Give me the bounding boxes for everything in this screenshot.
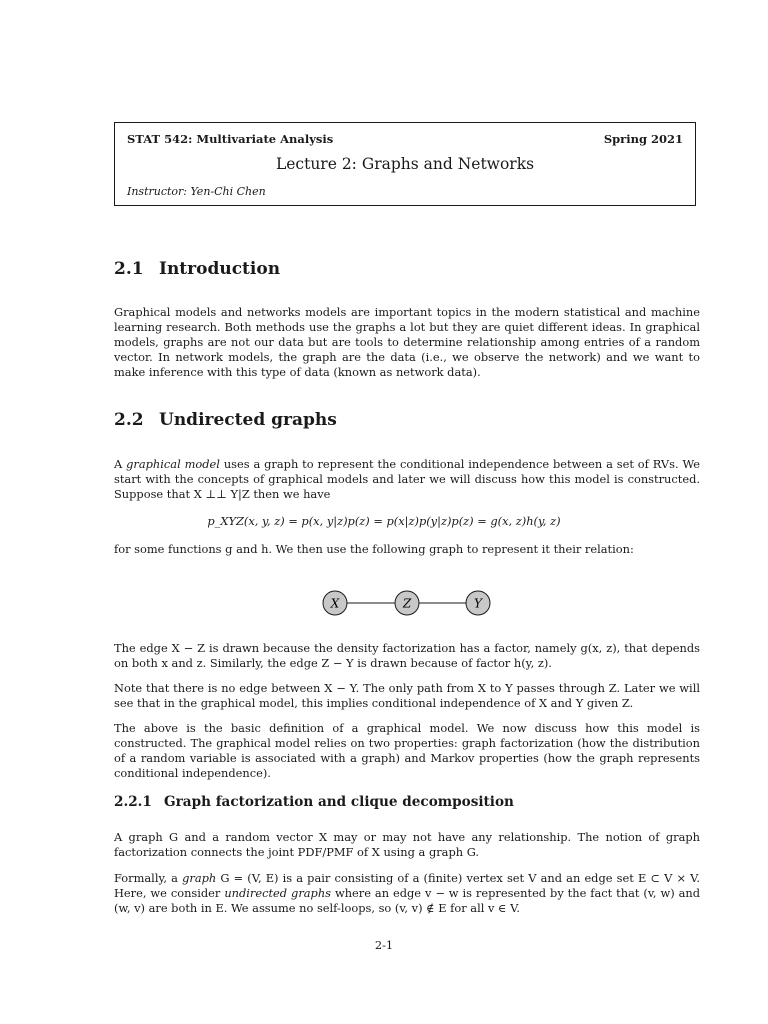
emphasis-term: graphical model	[126, 457, 220, 471]
text-run: uses a graph to represent the conditional independence between a set of RVs. We start with the concepts of graphical models and later we will discuss how this model is constructed. Suppose that X ⊥⊥ Y|Z then we have	[114, 457, 700, 501]
text-run: A	[114, 457, 127, 471]
term: Spring 2021	[603, 132, 683, 146]
section-title: Undirected graphs	[159, 410, 337, 430]
lecture-title: Lecture 2: Graphs and Networks	[275, 155, 535, 173]
intro-paragraph: Graphical models and networks models are important topics in the modern statistical and machine learning research. Both methods use the graphs a lot but they are quiet different ideas. In graphical models, graphs are not our data but are tools to determine relationship among entries of a random vector. In network models, the graph are the data (i.e., we observe the network) and we want to make inference with this type of data (known as network data).	[114, 305, 700, 379]
subsection-heading-graph-factorization	[114, 795, 514, 810]
subsection-number: 2.2.1	[114, 794, 152, 810]
section-number: 2.1	[114, 259, 144, 279]
text-run: G = (V, E) is a pair consisting of a (finite) vertex set V and an edge set E ⊂ V × V. Here, we consider	[114, 871, 700, 900]
relation-paragraph: for some functions g and h. We then use the following graph to represent it their relation:	[114, 542, 634, 556]
page-number: 2-1	[374, 938, 394, 952]
node-x-label: X	[330, 596, 340, 611]
section-heading-undirected-graphs	[114, 410, 337, 430]
emphasis-term: graph	[182, 871, 217, 885]
emphasis-term: undirected graphs	[224, 886, 332, 900]
text-run: Formally, a	[114, 871, 183, 885]
graph-factorization-paragraph: A graph G and a random vector X may or may not have any relationship. The notion of graph factorization connects the joint PDF/PMF of X using a graph G.	[114, 830, 700, 859]
edge-explanation-paragraph: The edge X − Z is drawn because the density factorization has a factor, namely g(x, z), that depends on both x and z. Similarly, the edge Z − Y is drawn because of factor h(y, z).	[114, 641, 700, 670]
text-run: where an edge v − w is represented by the fact that (v, w) and (w, v) are both in E. We assume no self-loops, so (v, v) ∉ E for all v ∈ V.	[114, 886, 700, 915]
subsection-title: Graph factorization and clique decomposition	[164, 794, 514, 810]
node-z-label: Z	[402, 596, 412, 611]
factorization-equation: p_XYZ(x, y, z) = p(x, y|z)p(z) = p(x|z)p(y|z)p(z) = g(x, z)h(y, z)	[207, 514, 561, 528]
course-name: STAT 542: Multivariate Analysis	[127, 132, 334, 146]
graph-diagram	[318, 586, 494, 620]
lecture-header-box	[114, 122, 696, 206]
section-heading-introduction	[114, 259, 281, 279]
graph-definition-paragraph	[114, 871, 700, 916]
properties-paragraph: The above is the basic definition of a graphical model. We now discuss how this model is constructed. The graphical model relies on two properties: graph factorization (how the distribution of a random variable is associated with a graph) and Markov properties (how the graph represents conditional independence).	[114, 721, 700, 780]
instructor: Instructor: Yen-Chi Chen	[127, 185, 266, 198]
section-title: Introduction	[159, 259, 281, 279]
section-number: 2.2	[114, 410, 144, 430]
node-y-label: Y	[474, 596, 482, 611]
no-edge-paragraph: Note that there is no edge between X − Y. The only path from X to Y passes through Z. Later we will see that in the graphical model, this implies conditional independence of X and Y given Z.	[114, 681, 700, 710]
graphical-model-paragraph	[114, 457, 700, 502]
